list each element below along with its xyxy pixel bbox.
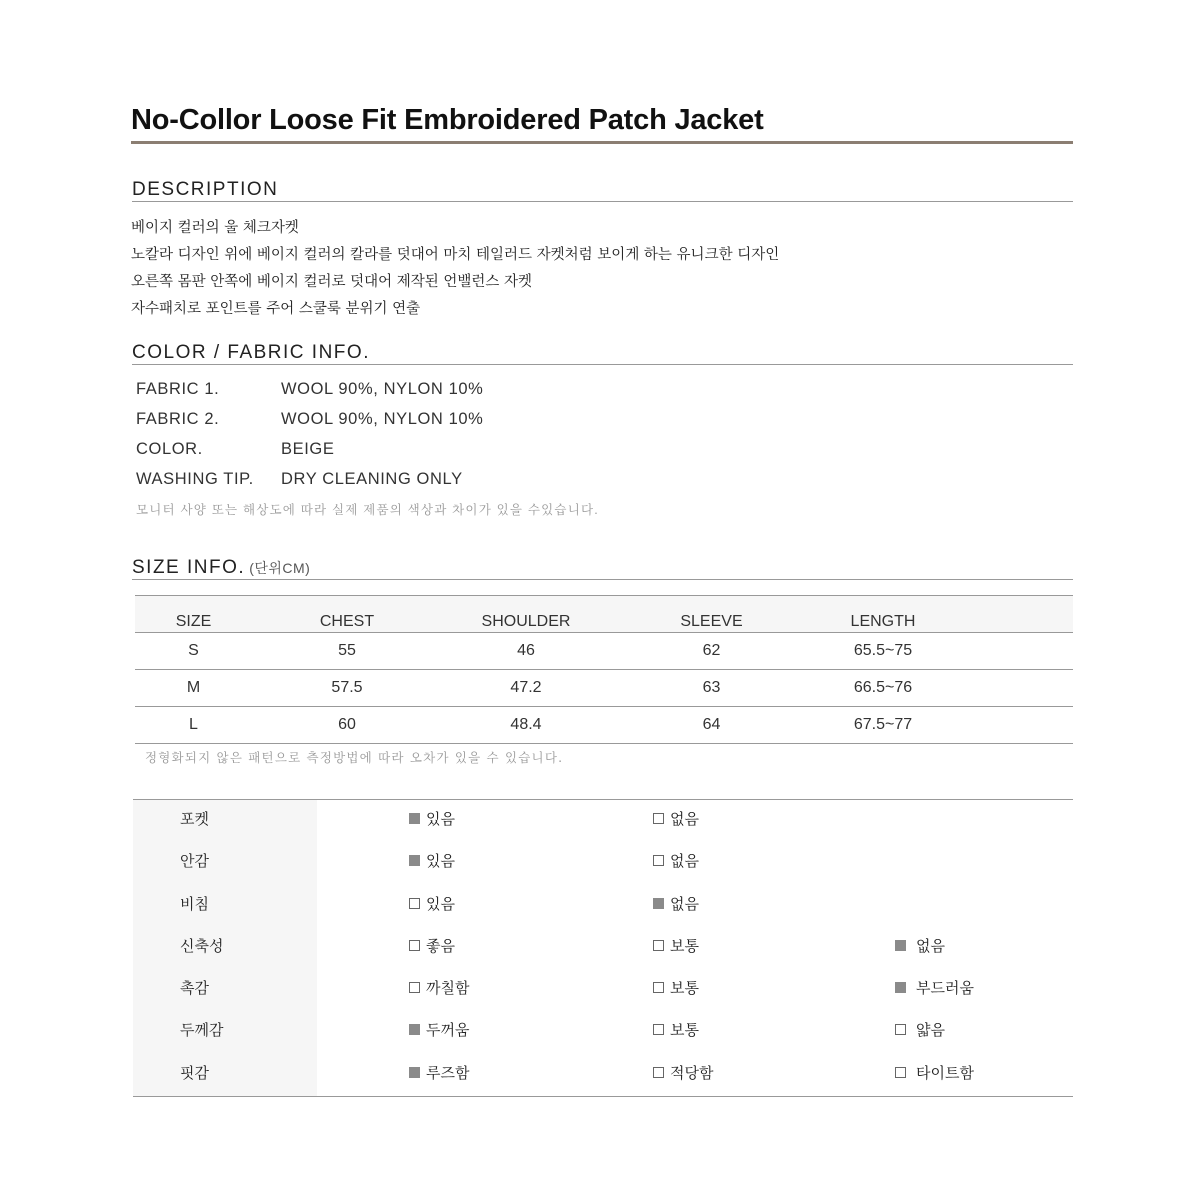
unchecked-box-icon — [653, 982, 664, 993]
option-label: 좋음 — [426, 936, 455, 955]
fabric-key: WASHING TIP. — [136, 470, 254, 488]
size-heading: SIZE INFO. (단위CM) — [132, 557, 1073, 580]
attribute-table — [133, 799, 1073, 1097]
attribute-option — [653, 850, 699, 871]
attribute-option — [895, 977, 974, 998]
column-header: CHEST — [252, 596, 442, 633]
attribute-row — [133, 1054, 1073, 1096]
attribute-label: 포켓 — [180, 810, 209, 828]
attribute-option — [409, 893, 455, 914]
fabric-row — [136, 378, 836, 408]
unchecked-box-icon — [895, 1067, 906, 1078]
length-cell: 67.5~77 — [813, 707, 953, 744]
page-title: No-Collor Loose Fit Embroidered Patch Jacket — [131, 104, 764, 136]
attribute-option — [409, 850, 455, 871]
unchecked-box-icon — [653, 813, 664, 824]
attribute-option — [409, 977, 469, 998]
unchecked-box-icon — [653, 1024, 664, 1035]
option-label: 적당함 — [670, 1063, 714, 1082]
attribute-option — [895, 935, 945, 956]
attribute-option — [409, 808, 455, 829]
option-label: 없음 — [670, 852, 699, 871]
title-divider — [131, 141, 1073, 144]
table-row — [135, 670, 1073, 707]
attribute-option — [653, 935, 699, 956]
table-row — [135, 707, 1073, 744]
checked-box-icon — [895, 982, 906, 993]
table-row — [135, 633, 1073, 670]
attribute-label: 안감 — [180, 852, 209, 871]
color-note: 모니터 사양 또는 해상도에 따라 실제 제품의 색상과 차이가 있을 수있습니다. — [136, 503, 599, 517]
column-header: SLEEVE — [610, 596, 813, 633]
option-label: 있음 — [426, 852, 455, 871]
checked-box-icon — [409, 1024, 420, 1035]
unchecked-box-icon — [653, 940, 664, 951]
size-header-row — [135, 596, 1073, 633]
description-heading: DESCRIPTION — [132, 179, 1073, 202]
option-label: 있음 — [426, 894, 455, 913]
option-label: 까칠함 — [426, 979, 470, 998]
size-cell: S — [135, 633, 252, 670]
description-line: 오른쪽 몸판 안쪽에 베이지 컬러로 덧대어 제작된 언밸런스 자켓 — [131, 274, 533, 290]
checked-box-icon — [409, 855, 420, 866]
attribute-option — [653, 1019, 699, 1040]
attribute-row — [133, 885, 1073, 927]
length-cell: 65.5~75 — [813, 633, 953, 670]
attribute-option — [653, 977, 699, 998]
attribute-option — [409, 1019, 469, 1040]
fabric-value: BEIGE — [281, 440, 335, 458]
size-note: 정형화되지 않은 패턴으로 측정방법에 따라 오차가 있을 수 있습니다. — [145, 750, 564, 765]
option-label: 없음 — [670, 894, 699, 913]
attribute-option — [653, 1062, 713, 1083]
unchecked-box-icon — [409, 940, 420, 951]
fabric-info — [136, 378, 836, 518]
option-label: 보통 — [670, 1021, 699, 1040]
option-label: 루즈함 — [426, 1063, 470, 1082]
description-line: 베이지 컬러의 울 체크자켓 — [131, 220, 299, 236]
attribute-option — [409, 935, 455, 956]
sleeve-cell: 64 — [610, 707, 813, 744]
attribute-label: 두께감 — [180, 1021, 224, 1040]
shoulder-cell: 46 — [442, 633, 610, 670]
column-header: SIZE — [135, 596, 252, 633]
option-label: 보통 — [670, 979, 699, 998]
size-table — [135, 595, 1073, 744]
attribute-option — [653, 808, 699, 829]
checked-box-icon — [409, 1067, 420, 1078]
attribute-option — [895, 1062, 974, 1083]
fabric-key: COLOR. — [136, 440, 203, 458]
fabric-key: FABRIC 2. — [136, 410, 220, 428]
fabric-value: WOOL 90%, NYLON 10% — [281, 380, 484, 398]
unchecked-box-icon — [409, 898, 420, 909]
shoulder-cell: 48.4 — [442, 707, 610, 744]
description-line: 자수패치로 포인트를 주어 스쿨룩 분위기 연출 — [131, 301, 421, 317]
option-label: 없음 — [916, 936, 945, 955]
checked-box-icon — [653, 898, 664, 909]
sleeve-cell: 62 — [610, 633, 813, 670]
chest-cell: 60 — [252, 707, 442, 744]
option-label: 두꺼움 — [426, 1021, 470, 1040]
attribute-row — [133, 1011, 1073, 1053]
unchecked-box-icon — [895, 1024, 906, 1035]
shoulder-cell: 47.2 — [442, 670, 610, 707]
option-label: 타이트함 — [916, 1063, 974, 1082]
unchecked-box-icon — [653, 1067, 664, 1078]
option-label: 있음 — [426, 810, 455, 828]
description-body — [131, 216, 1073, 324]
option-label: 보통 — [670, 936, 699, 955]
fabric-value: DRY CLEANING ONLY — [281, 470, 463, 488]
unchecked-box-icon — [653, 855, 664, 866]
checked-box-icon — [895, 940, 906, 951]
chest-cell: 55 — [252, 633, 442, 670]
unchecked-box-icon — [409, 982, 420, 993]
option-label: 얇음 — [916, 1021, 945, 1040]
option-label: 없음 — [670, 810, 699, 828]
option-label: 부드러움 — [916, 979, 974, 998]
attribute-label: 촉감 — [180, 979, 209, 998]
attribute-label: 핏감 — [180, 1063, 209, 1082]
sleeve-cell: 63 — [610, 670, 813, 707]
fabric-heading: COLOR / FABRIC INFO. — [132, 342, 1073, 365]
attribute-row — [133, 927, 1073, 969]
length-cell: 66.5~76 — [813, 670, 953, 707]
checked-box-icon — [409, 813, 420, 824]
description-line: 노칼라 디자인 위에 베이지 컬러의 칼라를 덧대어 마치 테일러드 자켓처럼 보이게 하는 유니크한 디자인 — [131, 247, 780, 263]
attribute-row — [133, 969, 1073, 1011]
color-row — [136, 438, 836, 468]
size-cell: L — [135, 707, 252, 744]
size-unit: (단위CM) — [249, 560, 311, 576]
fabric-value: WOOL 90%, NYLON 10% — [281, 410, 484, 428]
attribute-option — [895, 1019, 945, 1040]
washing-row — [136, 468, 836, 498]
attribute-label: 비침 — [180, 894, 209, 913]
column-header: LENGTH — [813, 596, 953, 633]
attribute-row — [133, 800, 1073, 842]
column-header: SHOULDER — [442, 596, 610, 633]
fabric-key: FABRIC 1. — [136, 380, 220, 398]
attribute-row — [133, 842, 1073, 884]
attribute-option — [409, 1062, 469, 1083]
chest-cell: 57.5 — [252, 670, 442, 707]
attribute-label: 신축성 — [180, 936, 224, 955]
attribute-option — [653, 893, 699, 914]
size-cell: M — [135, 670, 252, 707]
fabric-row — [136, 408, 836, 438]
